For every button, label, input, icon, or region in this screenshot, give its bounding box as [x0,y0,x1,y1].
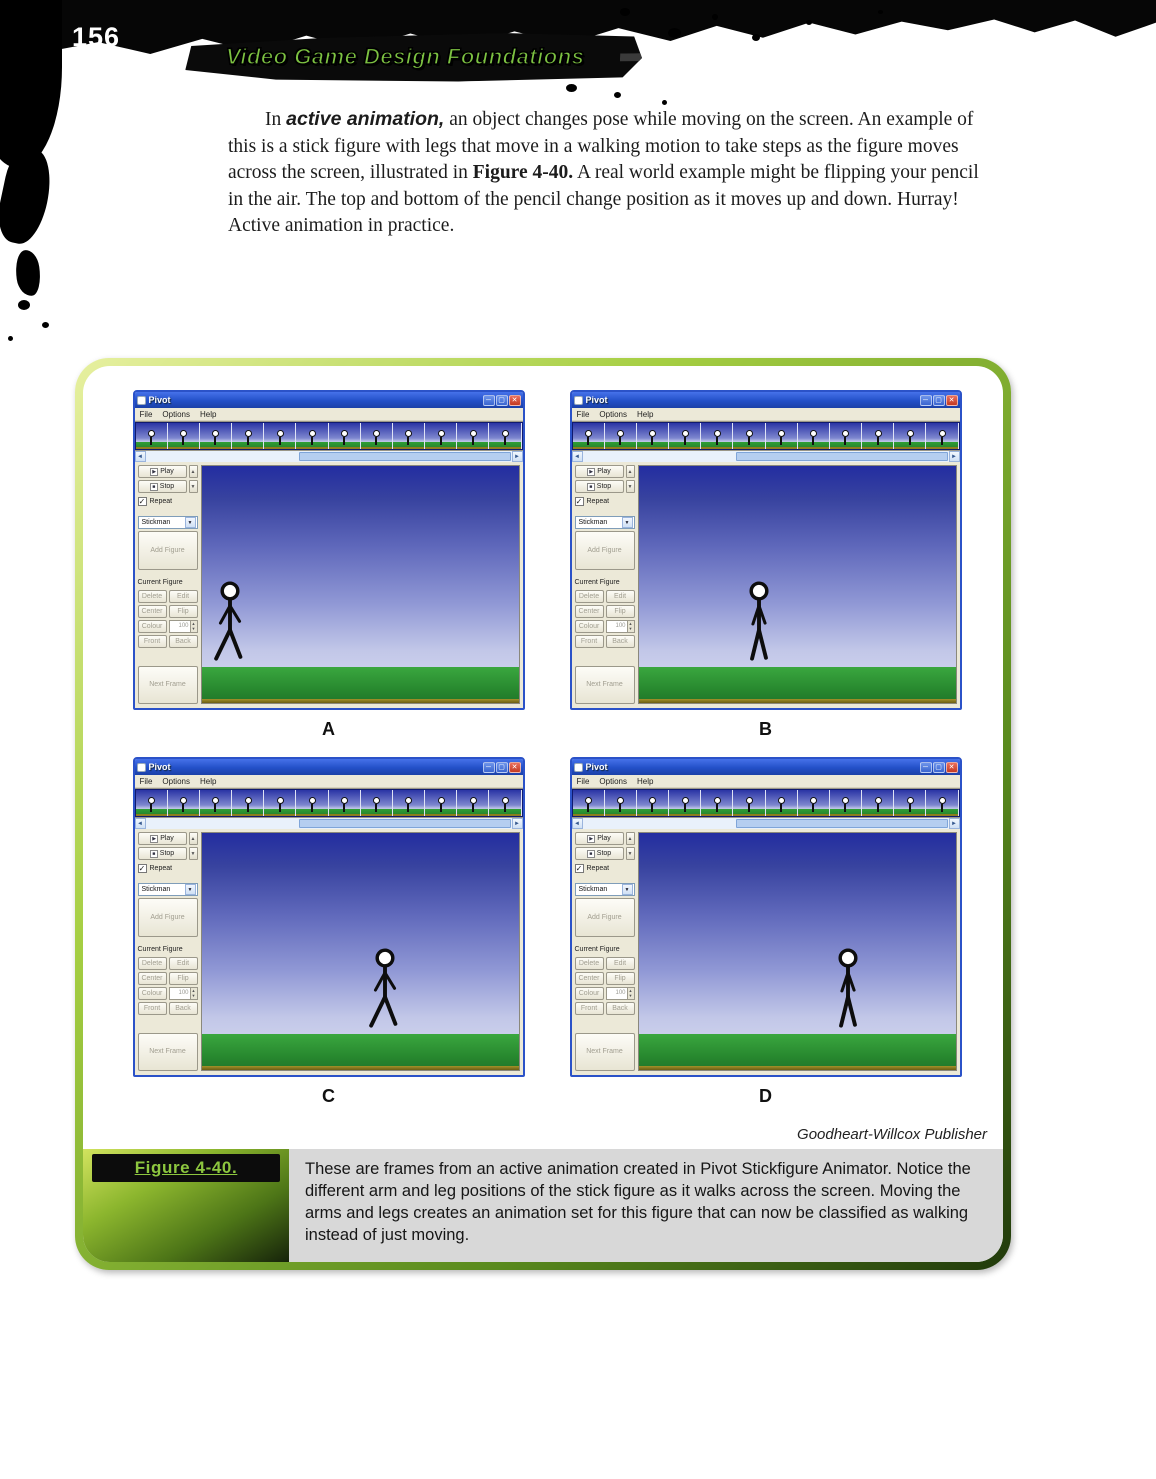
window-buttons [483,762,521,773]
animation-canvas[interactable] [638,465,957,704]
menu-help[interactable]: Help [636,776,654,786]
next-frame-button[interactable]: Next Frame [138,1033,198,1072]
front-button[interactable]: Front [138,1002,167,1015]
timeline-frame[interactable] [605,790,637,816]
size-value: 100 [178,989,189,996]
repeat-label: Repeat [586,498,610,505]
scroll-track[interactable] [146,451,512,462]
timeline-frame[interactable] [669,423,701,449]
pivot-window [570,757,962,1077]
pivot-screenshot [133,390,525,710]
edit-button[interactable]: Edit [606,957,635,970]
paragraph-text: an object changes pose while moving on the screen. An example of this is a stick figure with legs that move in a walking motion to take steps as the figure moves across the screen, illustrated in [228,109,974,183]
timeline-frame[interactable] [264,423,296,449]
flip-button[interactable]: Flip [606,972,635,985]
panel-d [564,757,967,1124]
stop-button[interactable] [575,847,624,860]
colour-button[interactable]: Colour [138,987,167,1000]
speed-up-button[interactable]: ▲ [626,465,635,478]
pivot-app-icon [574,396,583,405]
stop-button[interactable] [138,847,187,860]
checkbox-check-icon: ✓ [575,864,583,873]
scroll-thumb[interactable] [299,819,510,828]
repeat-checkbox[interactable] [138,497,198,506]
splatter-dot [620,8,630,16]
timeline-frame[interactable] [669,790,701,816]
window-title: Pivot [585,762,608,772]
stop-icon: ■ [587,850,595,858]
timeline-frame[interactable] [168,423,200,449]
splatter-dot [752,34,760,41]
figure-type-dropdown[interactable] [138,883,198,896]
size-spinner[interactable] [606,620,635,633]
splatter-dot [712,14,718,20]
pivot-screenshot [570,757,962,1077]
scroll-left-button[interactable]: ◄ [135,818,146,829]
timeline-frame[interactable] [168,790,200,816]
splatter-dot [8,336,13,341]
flip-button[interactable]: Flip [606,605,635,618]
timeline-strip[interactable] [135,421,523,451]
animation-canvas[interactable] [638,832,957,1071]
play-label: Play [160,835,174,842]
figure-type-value: Stickman [578,886,608,893]
stick-figure[interactable] [359,948,411,1036]
panel-c [127,757,530,1124]
control-panel [138,832,198,1071]
stop-button[interactable] [138,480,187,493]
splatter-dot [662,100,667,105]
menu-options[interactable]: Options [162,409,190,419]
figure-buttons [575,957,635,1015]
play-label: Play [597,835,611,842]
stop-label: Stop [159,850,175,857]
close-button[interactable]: ✕ [946,395,958,406]
menu-options[interactable]: Options [599,776,627,786]
repeat-label: Repeat [149,865,173,872]
menu-bar [572,775,960,788]
close-button[interactable]: ✕ [946,762,958,773]
window-titlebar[interactable] [572,759,960,775]
timeline-frame[interactable] [701,790,733,816]
timeline-frame[interactable] [489,423,521,449]
timeline-frame[interactable] [361,423,393,449]
add-figure-button[interactable]: Add Figure [575,898,635,937]
pivot-window [570,390,962,710]
caption-text: These are frames from an active animation created in Pivot Stickfigure Animator. Notice the different arm and leg positions of the stick figure as it walks across the screen. Moving the arms and legs creates an animation set for this figure that can now be classified as walking instead of just moving. [289,1149,1003,1262]
timeline-frame[interactable] [393,790,425,816]
play-icon: ▶ [150,468,158,476]
maximize-button[interactable]: ▢ [933,395,945,406]
window-titlebar[interactable] [135,759,523,775]
edit-button[interactable]: Edit [169,957,198,970]
stop-label: Stop [596,483,612,490]
checkbox-check-icon: ✓ [575,497,583,506]
scroll-right-button[interactable]: ► [512,451,523,462]
screenshot-grid [83,366,1003,1124]
play-button[interactable] [138,465,187,478]
ground-strip [639,1034,956,1070]
timeline-frame[interactable] [573,423,605,449]
minimize-button[interactable]: ─ [920,395,932,406]
scroll-right-button[interactable]: ► [512,818,523,829]
next-frame-button[interactable]: Next Frame [575,1033,635,1072]
timeline-frame[interactable] [926,423,958,449]
timeline-strip[interactable] [572,421,960,451]
panel-a [127,390,530,757]
menu-file[interactable]: File [576,409,590,419]
splatter-dot [668,28,681,38]
stick-figure[interactable] [822,948,874,1036]
ground-strip [639,667,956,703]
menu-file[interactable]: File [139,776,153,786]
pivot-window [133,757,525,1077]
add-figure-button[interactable]: Add Figure [138,898,198,937]
key-term: active animation, [286,108,445,130]
stop-label: Stop [596,850,612,857]
ink-splatter [0,0,62,168]
timeline-frame[interactable] [232,423,264,449]
delete-button[interactable]: Delete [575,957,604,970]
checkbox-check-icon: ✓ [138,497,146,506]
figure-type-dropdown[interactable] [575,883,635,896]
figure-buttons [138,590,198,648]
figure-type-value: Stickman [141,519,171,526]
flip-button[interactable]: Flip [169,972,198,985]
repeat-label: Repeat [586,865,610,872]
timeline-frame[interactable] [637,790,669,816]
center-button[interactable]: Center [138,972,167,985]
timeline-frame[interactable] [361,790,393,816]
play-label: Play [160,468,174,475]
scroll-right-button[interactable]: ► [949,451,960,462]
menu-bar [572,408,960,421]
center-button[interactable]: Center [575,605,604,618]
menu-options[interactable]: Options [162,776,190,786]
splatter-dot [614,92,621,98]
paragraph-text: A real world example might be flipping your pencil in the air. The top and bottom of the pencil change position as it moves up and down. Hurray! Active animation in practice. [228,162,979,236]
front-button[interactable]: Front [138,635,167,648]
pivot-screenshot [570,390,962,710]
splatter-dot [806,20,812,25]
figure-number-label: Figure 4-40. [92,1154,280,1182]
panel-label: B [759,719,772,739]
ink-splatter [13,249,43,298]
stop-icon: ■ [150,483,158,491]
scroll-left-button[interactable]: ◄ [572,818,583,829]
chevron-down-icon: ▼ [185,884,196,895]
timeline-frame[interactable] [830,790,862,816]
play-button[interactable] [575,832,624,845]
spinner-arrows-icon[interactable]: ▲ ▼ [627,988,634,999]
colour-button[interactable]: Colour [575,620,604,633]
size-value: 100 [615,622,626,629]
figure-type-dropdown[interactable] [575,516,635,529]
speed-down-button[interactable]: ▼ [626,847,635,860]
back-button[interactable]: Back [606,1002,635,1015]
ground-strip [202,1034,519,1070]
timeline-strip[interactable] [135,788,523,818]
delete-button[interactable]: Delete [138,957,167,970]
timeline-frame[interactable] [605,423,637,449]
timeline-frame[interactable] [733,790,765,816]
scroll-left-button[interactable]: ◄ [572,451,583,462]
add-figure-button[interactable]: Add Figure [138,531,198,570]
play-button[interactable] [575,465,624,478]
timeline-scrollbar[interactable] [135,451,523,462]
timeline-frame[interactable] [264,790,296,816]
window-client-area [135,462,523,708]
edit-button[interactable]: Edit [169,590,198,603]
timeline-frame[interactable] [200,423,232,449]
window-buttons [920,762,958,773]
timeline-frame[interactable] [457,790,489,816]
splatter-dot [566,84,577,92]
window-client-area [135,829,523,1075]
window-titlebar[interactable] [135,392,523,408]
animation-canvas[interactable] [201,832,520,1071]
pivot-app-icon [574,763,583,772]
window-title: Pivot [148,395,171,405]
scroll-left-button[interactable]: ◄ [135,451,146,462]
repeat-label: Repeat [149,498,173,505]
scroll-thumb[interactable] [736,819,947,828]
stop-icon: ■ [587,483,595,491]
minimize-button[interactable]: ─ [483,395,495,406]
checkbox-check-icon: ✓ [138,864,146,873]
timeline-scrollbar[interactable] [572,818,960,829]
next-frame-button[interactable]: Next Frame [575,666,635,705]
stop-label: Stop [159,483,175,490]
play-icon: ▶ [587,468,595,476]
spinner-arrows-icon[interactable]: ▲ ▼ [190,988,197,999]
timeline-frame[interactable] [926,790,958,816]
window-client-area [572,462,960,708]
close-button[interactable]: ✕ [509,762,521,773]
figure-type-value: Stickman [578,519,608,526]
timeline-frame[interactable] [798,790,830,816]
current-figure-label: Current Figure [137,578,183,586]
timeline-frame[interactable] [862,423,894,449]
timeline-frame[interactable] [830,423,862,449]
center-button[interactable]: Center [575,972,604,985]
animation-canvas[interactable] [201,465,520,704]
pivot-window [133,390,525,710]
timeline-frame[interactable] [136,423,168,449]
timeline-frame[interactable] [766,790,798,816]
panel-b [564,390,967,757]
scroll-thumb[interactable] [299,452,510,461]
back-button[interactable]: Back [606,635,635,648]
figure-reference: Figure 4-40. [472,162,574,183]
center-button[interactable]: Center [138,605,167,618]
speed-down-button[interactable]: ▼ [189,480,198,493]
menu-help[interactable]: Help [636,409,654,419]
chevron-down-icon: ▼ [622,517,633,528]
speed-down-button[interactable]: ▼ [189,847,198,860]
minimize-button[interactable]: ─ [483,762,495,773]
current-figure-label: Current Figure [574,945,620,953]
timeline-frame[interactable] [200,790,232,816]
play-icon: ▶ [587,835,595,843]
timeline-frame[interactable] [862,790,894,816]
front-button[interactable]: Front [575,635,604,648]
stick-figure[interactable] [733,581,785,669]
timeline-scrollbar[interactable] [572,451,960,462]
front-button[interactable]: Front [575,1002,604,1015]
figure-buttons [138,957,198,1015]
flip-button[interactable]: Flip [169,605,198,618]
window-client-area [572,829,960,1075]
play-icon: ▶ [150,835,158,843]
paragraph-text: In [265,109,287,130]
window-title: Pivot [148,762,171,772]
menu-help[interactable]: Help [199,409,217,419]
figure-buttons [575,590,635,648]
panel-label: A [322,719,335,739]
edit-button[interactable]: Edit [606,590,635,603]
timeline-frame[interactable] [232,790,264,816]
menu-file[interactable]: File [576,776,590,786]
repeat-checkbox[interactable] [575,864,635,873]
timeline-strip[interactable] [572,788,960,818]
menu-help[interactable]: Help [199,776,217,786]
control-panel [575,832,635,1071]
pivot-app-icon [137,396,146,405]
back-button[interactable]: Back [169,1002,198,1015]
back-button[interactable]: Back [169,635,198,648]
window-buttons [920,395,958,406]
scroll-track[interactable] [583,818,949,829]
timeline-frame[interactable] [329,423,361,449]
size-spinner[interactable] [169,987,198,1000]
window-buttons [483,395,521,406]
book-title: Video Game Design Foundations [226,44,585,69]
splatter-dot [42,322,49,328]
colour-button[interactable]: Colour [138,620,167,633]
chevron-down-icon: ▼ [185,517,196,528]
chevron-down-icon: ▼ [622,884,633,895]
maximize-button[interactable]: ▢ [496,762,508,773]
next-frame-button[interactable]: Next Frame [138,666,198,705]
ground-strip [202,667,519,703]
play-button[interactable] [138,832,187,845]
pivot-app-icon [137,763,146,772]
page-number: 156 [72,22,121,52]
speed-down-button[interactable]: ▼ [626,480,635,493]
caption-label-panel [83,1149,289,1262]
timeline-frame[interactable] [296,790,328,816]
menu-options[interactable]: Options [599,409,627,419]
repeat-checkbox[interactable] [138,864,198,873]
scroll-thumb[interactable] [736,452,947,461]
figure-type-dropdown[interactable] [138,516,198,529]
stick-figure[interactable] [204,581,256,669]
timeline-frame[interactable] [136,790,168,816]
repeat-checkbox[interactable] [575,497,635,506]
size-spinner[interactable] [606,987,635,1000]
timeline-frame[interactable] [393,423,425,449]
timeline-frame[interactable] [733,423,765,449]
spinner-arrows-icon[interactable]: ▲ ▼ [627,621,634,632]
menu-bar [135,775,523,788]
body-paragraph [228,106,996,240]
maximize-button[interactable]: ▢ [496,395,508,406]
close-button[interactable]: ✕ [509,395,521,406]
figure-caption [83,1149,1003,1262]
maximize-button[interactable]: ▢ [933,762,945,773]
timeline-frame[interactable] [701,423,733,449]
menu-bar [135,408,523,421]
timeline-frame[interactable] [329,790,361,816]
add-figure-button[interactable]: Add Figure [575,531,635,570]
timeline-frame[interactable] [798,423,830,449]
spinner-arrows-icon[interactable]: ▲ ▼ [190,621,197,632]
stop-icon: ■ [150,850,158,858]
control-panel [138,465,198,704]
figure-4-40-frame [75,358,1011,1270]
timeline-frame[interactable] [637,423,669,449]
panel-label: D [759,1086,772,1106]
timeline-scrollbar[interactable] [135,818,523,829]
timeline-frame[interactable] [573,790,605,816]
control-panel [575,465,635,704]
scroll-track[interactable] [146,818,512,829]
play-label: Play [597,468,611,475]
delete-button[interactable]: Delete [138,590,167,603]
splatter-dot [18,300,30,310]
timeline-frame[interactable] [457,423,489,449]
colour-button[interactable]: Colour [575,987,604,1000]
minimize-button[interactable]: ─ [920,762,932,773]
timeline-frame[interactable] [894,423,926,449]
speed-up-button[interactable]: ▲ [189,832,198,845]
size-value: 100 [615,989,626,996]
current-figure-label: Current Figure [574,578,620,586]
speed-up-button[interactable]: ▲ [189,465,198,478]
timeline-frame[interactable] [296,423,328,449]
timeline-frame[interactable] [489,790,521,816]
figure-type-value: Stickman [141,886,171,893]
current-figure-label: Current Figure [137,945,183,953]
scroll-track[interactable] [583,451,949,462]
pivot-screenshot [133,757,525,1077]
window-titlebar[interactable] [572,392,960,408]
size-value: 100 [178,622,189,629]
timeline-frame[interactable] [894,790,926,816]
delete-button[interactable]: Delete [575,590,604,603]
timeline-frame[interactable] [766,423,798,449]
stop-button[interactable] [575,480,624,493]
figure-4-40-content [83,366,1003,1262]
panel-label: C [322,1086,335,1106]
size-spinner[interactable] [169,620,198,633]
scroll-right-button[interactable]: ► [949,818,960,829]
speed-up-button[interactable]: ▲ [626,832,635,845]
timeline-frame[interactable] [425,790,457,816]
timeline-frame[interactable] [425,423,457,449]
window-title: Pivot [585,395,608,405]
publisher-credit: Goodheart-Willcox Publisher [797,1126,987,1143]
menu-file[interactable]: File [139,409,153,419]
splatter-dot [878,10,883,14]
